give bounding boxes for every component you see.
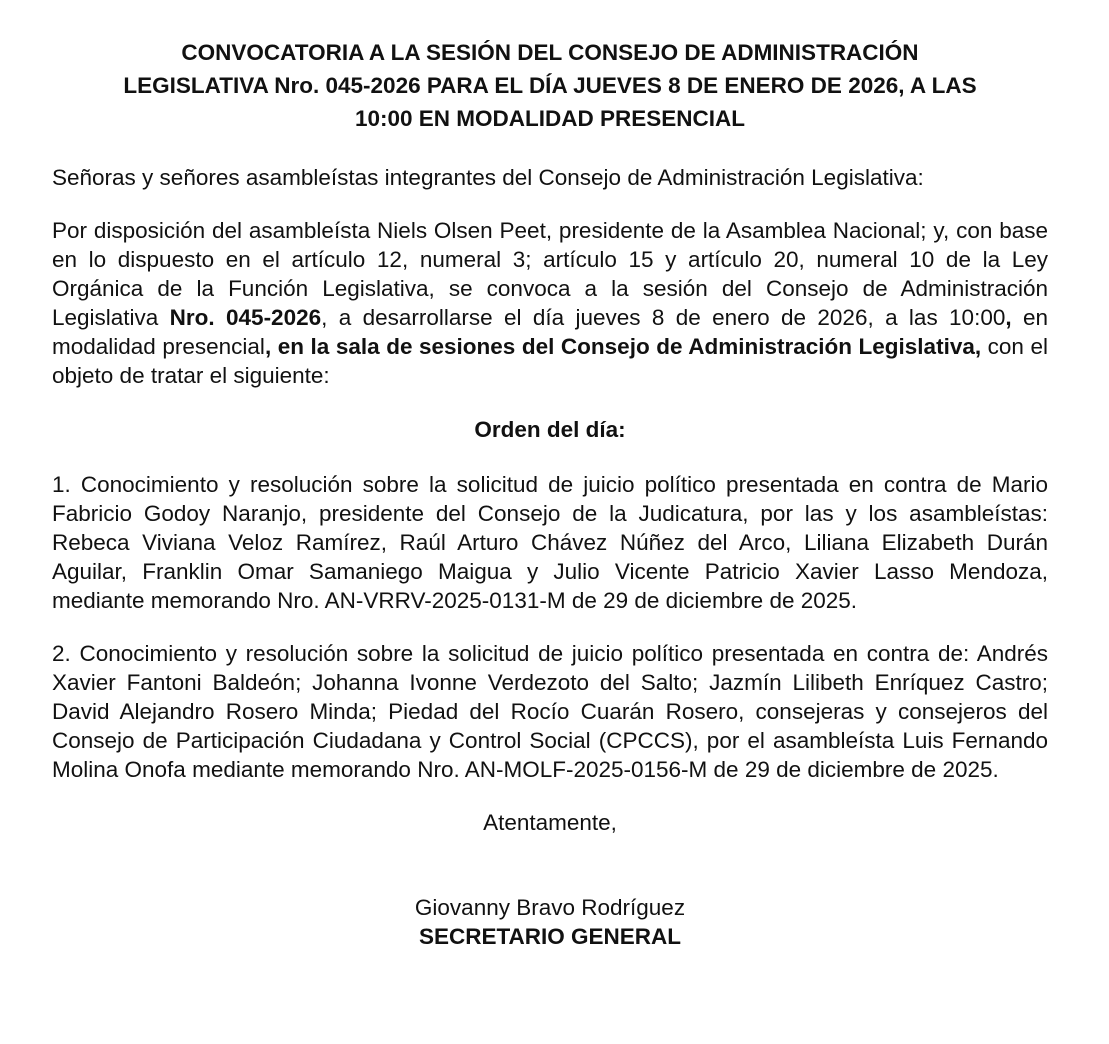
body-text-part1: Por disposición del asambleísta Niels Olsen Peet, presidente de la Asamblea Nacional; y, con base en lo dispuesto en el artículo 12, numeral 3; artículo 15 y artículo 20, numeral 10 de la Ley Orgánica de la Función Legislativa, se convoca a la sesión del Consejo de Administración Legislativa <box>52 218 1048 330</box>
agenda-heading: Orden del día: <box>474 417 626 442</box>
session-number: Nro. 045-2026 <box>169 305 322 330</box>
agenda-item-2: 2. Conocimiento y resolución sobre la solicitud de juicio político presentada en contra de: Andrés Xavier Fantoni Baldeón; Johanna Ivonne Verdezoto del Salto; Jazmín Lilibeth Enríquez Castro; David Alejandro Rosero Minda; Piedad del Rocío Cuarán Rosero, consejeras y consejeros del Consejo de Participación Ciudadana y Control Social (CPCCS), por el asambleísta Luis Fernando Molina Onofa mediante memorando Nro. AN-MOLF-2025-0156-M de 29 de diciembre de 2025. <box>52 641 1048 782</box>
session-location: , en la sala de sesiones del Consejo de Administración Legislativa, <box>264 334 982 359</box>
signatory-name: Giovanny Bravo Rodríguez <box>414 895 686 920</box>
document-page <box>52 36 1048 951</box>
body-text-part5: con el objeto de tratar el siguiente: <box>52 334 1049 388</box>
title-line-2: LEGISLATIVA Nro. 045-2026 PARA EL DÍA JUEVES 8 DE ENERO DE 2026, A LAS <box>123 73 977 98</box>
title-line-1: CONVOCATORIA A LA SESIÓN DEL CONSEJO DE ADMINISTRACIÓN <box>181 40 919 65</box>
agenda-item-1: 1. Conocimiento y resolución sobre la solicitud de juicio político presentada en contra de Mario Fabricio Godoy Naranjo, presidente del Consejo de la Judicatura, por las y los asambleístas: Rebeca Viviana Veloz Ramírez, Raúl Arturo Chávez Núñez del Arco, Liliana Elizabeth Durán Aguilar, Franklin Omar Samaniego Maigua y Julio Vicente Patricio Xavier Lasso Mendoza, mediante memorando Nro. AN-VRRV-2025-0131-M de 29 de diciembre de 2025. <box>52 472 1048 613</box>
signatory-title: SECRETARIO GENERAL <box>418 924 682 949</box>
signature-block <box>52 893 1048 951</box>
document-title <box>52 36 1048 135</box>
body-text-part4: en modalidad presencial <box>52 305 1049 359</box>
title-line-3: 10:00 EN MODALIDAD PRESENCIAL <box>354 106 746 131</box>
body-text-part2: , a desarrollarse el día jueves 8 de enero de 2026, a las 10:00 <box>321 305 1006 330</box>
closing: Atentamente, <box>483 810 617 835</box>
body-comma: , <box>1005 305 1012 330</box>
convocation-paragraph <box>52 216 1048 390</box>
salutation: Señoras y señores asambleístas integrantes del Consejo de Administración Legislativa: <box>52 165 924 190</box>
